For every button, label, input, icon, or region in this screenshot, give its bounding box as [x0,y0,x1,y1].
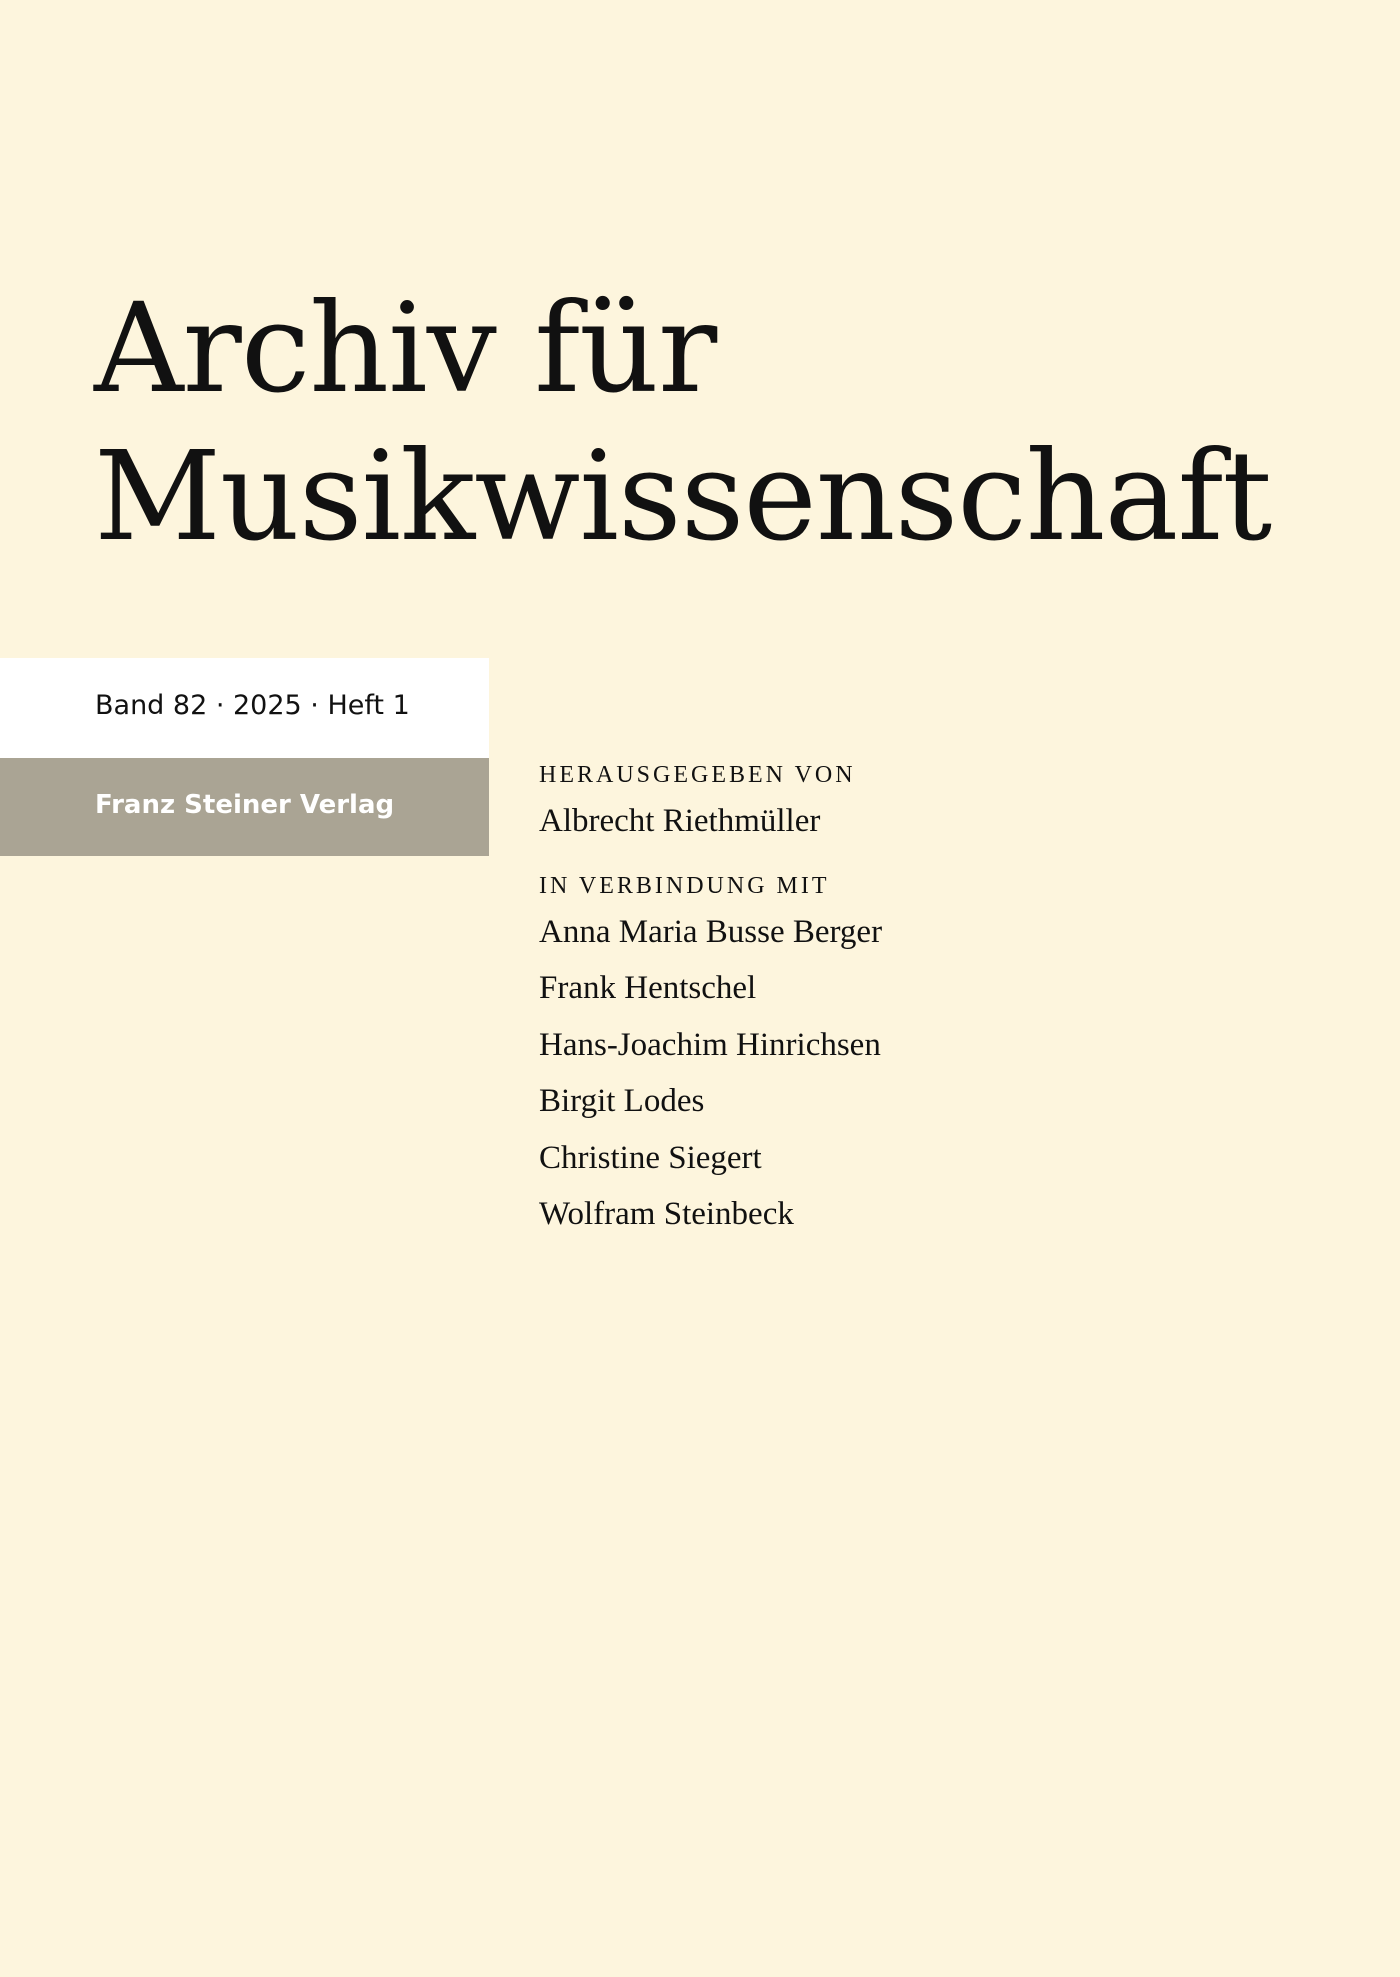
editors-label: HERAUSGEGEBEN VON [539,762,856,788]
associates-label: IN VERBINDUNG MIT [539,872,830,899]
associate-name: Frank Hentschel [539,970,757,1006]
journal-title [94,275,1271,571]
associate-name: Hans-Joachim Hinrichsen [539,1026,881,1063]
publisher-name: Franz Steiner Verlag [95,790,395,820]
associate-name: Wolfram Steinbeck [539,1196,794,1232]
journal-title-line-1: Archiv für [94,277,717,421]
issue-info: Band 82 · 2025 · Heft 1 [95,690,410,721]
issue-band [0,658,489,758]
publisher-band [0,758,489,856]
associate-name: Birgit Lodes [539,1083,705,1119]
associate-name: Anna Maria Busse Berger [539,913,883,950]
associate-name: Christine Siegert [539,1139,762,1176]
editor-name: Albrecht Riethmüller [539,803,821,839]
journal-title-line-2: Musikwissenschaft [94,425,1272,569]
editors-block [539,757,882,1243]
